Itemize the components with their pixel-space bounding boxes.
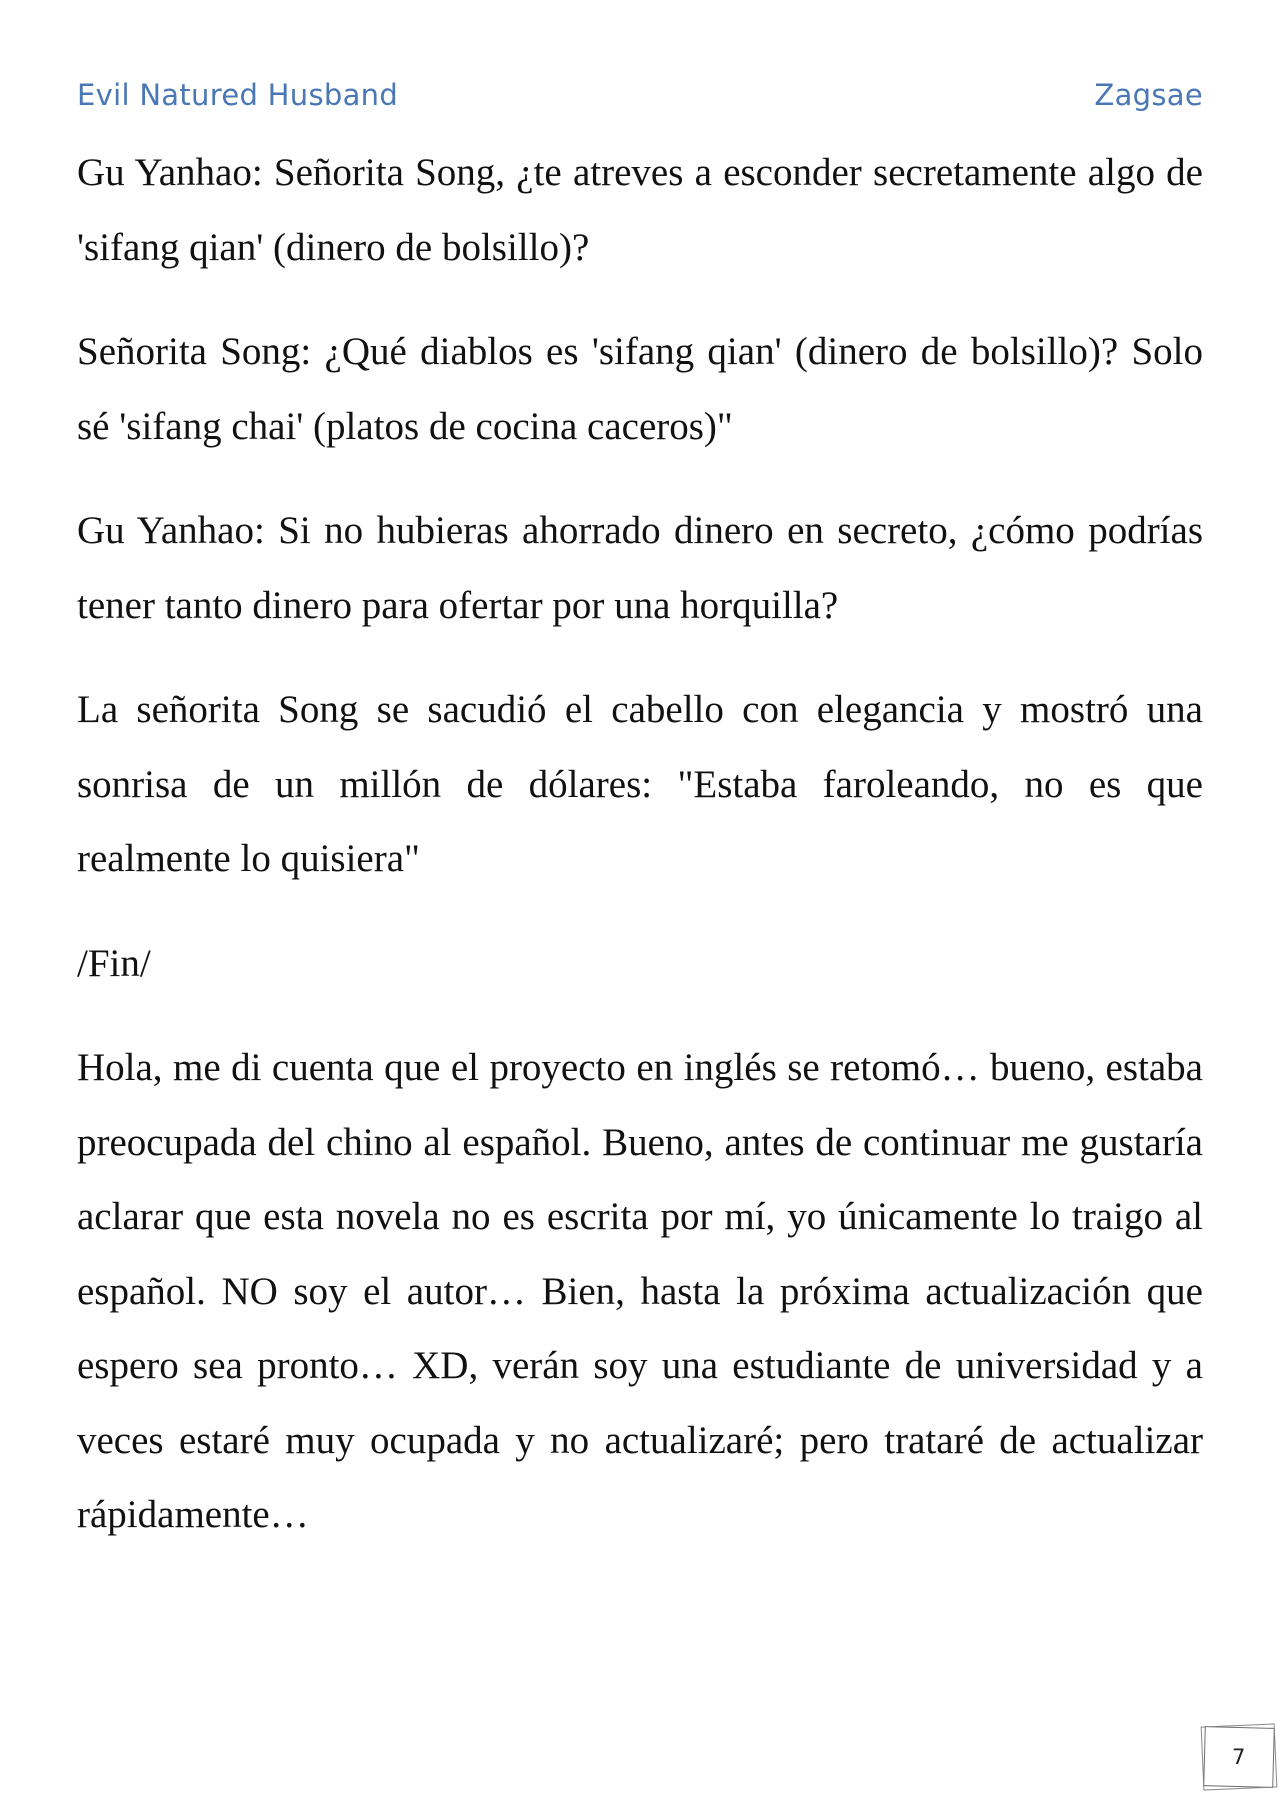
page-number-badge (1200, 1723, 1278, 1791)
document-body (77, 136, 1203, 1583)
page-number: 7 (1232, 1745, 1246, 1769)
page-number-frame-front (1203, 1726, 1275, 1788)
header-author: Zagsae (1094, 78, 1203, 112)
paragraph-narration: La señorita Song se sacudió el cabello con elegancia y mostró una sonrisa de un millón de dólares: "Estaba faroleando, no es que realmente lo quisiera" (77, 688, 1203, 880)
paragraph-dialogue-1: Gu Yanhao: Señorita Song, ¿te atreves a esconder secretamente algo de 'sifang qian' (dinero de bolsillo)? (77, 151, 1203, 269)
paragraph-end-marker: /Fin/ (77, 941, 151, 985)
header-book-title: Evil Natured Husband (77, 78, 399, 112)
paragraph-dialogue-3: Gu Yanhao: Si no hubieras ahorrado dinero en secreto, ¿cómo podrías tener tanto dinero para ofertar por una horquilla? (77, 509, 1203, 627)
paragraph-dialogue-2: Señorita Song: ¿Qué diablos es 'sifang qian' (dinero de bolsillo)? Solo sé 'sifang chai' (platos de cocina caceros)" (77, 330, 1203, 448)
paragraph-translator-note: Hola, me di cuenta que el proyecto en inglés se retomó… bueno, estaba preocupada del chino al español. Bueno, antes de continuar me gustaría aclarar que esta novela no es escrita por mí, yo únicamente lo traigo al español. NO soy el autor… Bien, hasta la próxima actualización que espero sea pronto… XD, verán soy una estudiante de universidad y a veces estaré muy ocupada y no actualizaré; pero trataré de actualizar rápidamente… (77, 1046, 1203, 1536)
page-header (77, 78, 1203, 118)
